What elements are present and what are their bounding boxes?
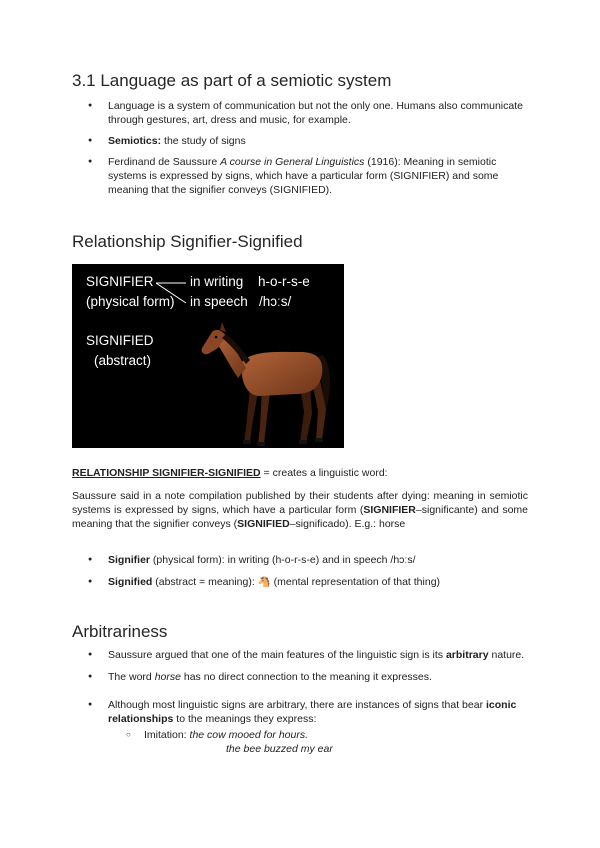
saussure-paragraph: Saussure said in a note compilation published by their students after dying: meaning in semiotic systems is expressed by signs, which have a particular form (SIGNIFIER–significante) and some meaning that the signifier conveys (SIGNIFIED–significado). E.g.: horse	[72, 490, 528, 530]
list-item: ● Although most linguistic signs are arbitrary, there are instances of signs that bear iconic relationships to the meanings they express: ○ Imitation: the cow mooed for hours. the bee buzzed my ear	[72, 698, 528, 756]
figure-speech-value: /hɔːs/	[259, 294, 292, 309]
figure-physical-form-label: (physical form)	[86, 294, 175, 309]
signifier-signified-bullets	[72, 553, 528, 596]
section-title-relationship: Relationship Signifier-Signified	[72, 232, 303, 251]
list-item: ● Signifier (physical form): in writing (h-o-r-s-e) and in speech /hɔːs/	[72, 553, 528, 567]
list-item: ● Saussure argued that one of the main features of the linguistic sign is its arbitrary nature.	[72, 648, 528, 662]
signifier-signified-figure	[72, 264, 344, 448]
figure-writing-value: h-o-r-s-e	[258, 274, 310, 289]
section-title-semiotic-system: 3.1 Language as part of a semiotic system	[72, 71, 392, 90]
semiotic-bullets	[72, 99, 528, 204]
section-title-arbitrariness: Arbitrariness	[72, 622, 168, 641]
list-item: ○ Imitation: the cow mooed for hours. the bee buzzed my ear	[108, 728, 528, 756]
figure-in-writing-label: in writing	[190, 274, 244, 289]
iconic-examples	[108, 728, 528, 756]
figure-abstract-label: (abstract)	[94, 353, 152, 368]
figure-signified-label: SIGNIFIED	[86, 333, 154, 348]
list-item: ● Semiotics: the study of signs	[72, 134, 528, 148]
list-item: ● Ferdinand de Saussure A course in General Linguistics (1916): Meaning in semiotic systems is expressed by signs, which have a particular form (SIGNIFIER) and some meaning that the signifier conveys (SIGNIFIED).	[72, 155, 528, 197]
horse-emoji-icon: 🐴	[257, 576, 271, 588]
arbitrariness-bullets	[72, 648, 528, 763]
relationship-heading: RELATIONSHIP SIGNIFIER-SIGNIFIED = creates a linguistic word:	[72, 467, 388, 479]
list-item: ● Language is a system of communication but not the only one. Humans also communicate through gestures, art, dress and music, for example.	[72, 99, 528, 127]
horse-image	[200, 322, 336, 448]
connector-lines-icon	[156, 280, 192, 306]
figure-signifier-label: SIGNIFIER	[86, 274, 154, 289]
figure-in-speech-label: in speech	[190, 294, 248, 309]
list-item: ● The word horse has no direct connection to the meaning it expresses.	[72, 670, 528, 684]
list-item: ● Signified (abstract = meaning): 🐴 (mental representation of that thing)	[72, 575, 528, 589]
